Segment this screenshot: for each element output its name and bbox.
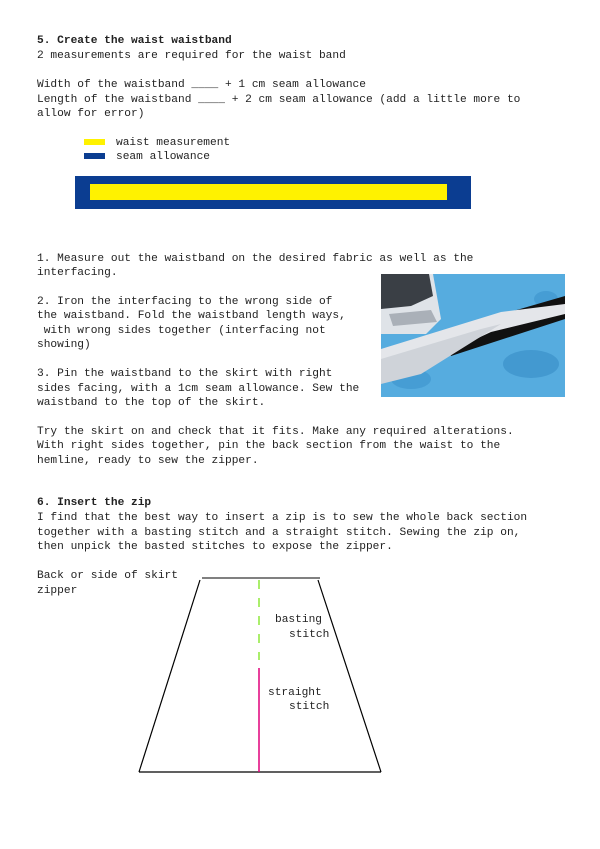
try-on-line-3: hemline, ready to sew the zipper. — [37, 455, 259, 467]
legend-seam-allowance: seam allowance — [116, 151, 210, 163]
basting-label-2: stitch — [289, 629, 330, 641]
section6-line-3: then unpick the basted stitches to expose the zipper. — [37, 541, 393, 553]
waistband-length-line-cont: allow for error) — [37, 108, 145, 120]
step-1-line-2: interfacing. — [37, 267, 118, 279]
try-on-line-1: Try the skirt on and check that it fits. Make any required alterations. — [37, 426, 514, 438]
step-3-line-2: sides facing, with a 1cm seam allowance. Sew the — [37, 383, 360, 395]
section6-line-1: I find that the best way to insert a zip is to sew the whole back section — [37, 512, 528, 524]
waistband-width-line: Width of the waistband ____ + 1 cm seam allowance — [37, 79, 366, 91]
skirt-left-side — [139, 580, 200, 772]
section5-heading: 5. Create the waist waistband — [37, 35, 232, 47]
step-2-line-3: with wrong sides together (interfacing not — [37, 325, 326, 337]
step-1-line-1: 1. Measure out the waistband on the desired fabric as well as the — [37, 253, 474, 265]
step-3-line-1: 3. Pin the waistband to the skirt with right — [37, 368, 333, 380]
skirt-right-side — [318, 580, 381, 772]
try-on-line-2: With right sides together, pin the back section from the waist to the — [37, 440, 501, 452]
straight-label-1: straight — [268, 687, 322, 699]
step-2-line-1: 2. Iron the interfacing to the wrong side of — [37, 296, 333, 308]
waistband-length-line: Length of the waistband ____ + 2 cm seam allowance (add a little more to — [37, 94, 521, 106]
skirt-diagram-label-2: zipper — [37, 585, 78, 597]
step-2-line-2: the waistband. Fold the waistband length ways, — [37, 310, 346, 322]
step-3-line-3: waistband to the top of the skirt. — [37, 397, 266, 409]
section6-heading: 6. Insert the zip — [37, 497, 152, 509]
section5-intro: 2 measurements are required for the waist band — [37, 50, 346, 62]
skirt-diagram-label-1: Back or side of skirt — [37, 570, 178, 582]
legend-waist-measurement: waist measurement — [116, 137, 231, 149]
section6-line-2: together with a basting stitch and a straight stitch. Sewing the zip on, — [37, 527, 521, 539]
step-2-line-4: showing) — [37, 339, 91, 351]
basting-label-1: basting — [275, 614, 322, 626]
straight-label-2: stitch — [289, 701, 330, 713]
